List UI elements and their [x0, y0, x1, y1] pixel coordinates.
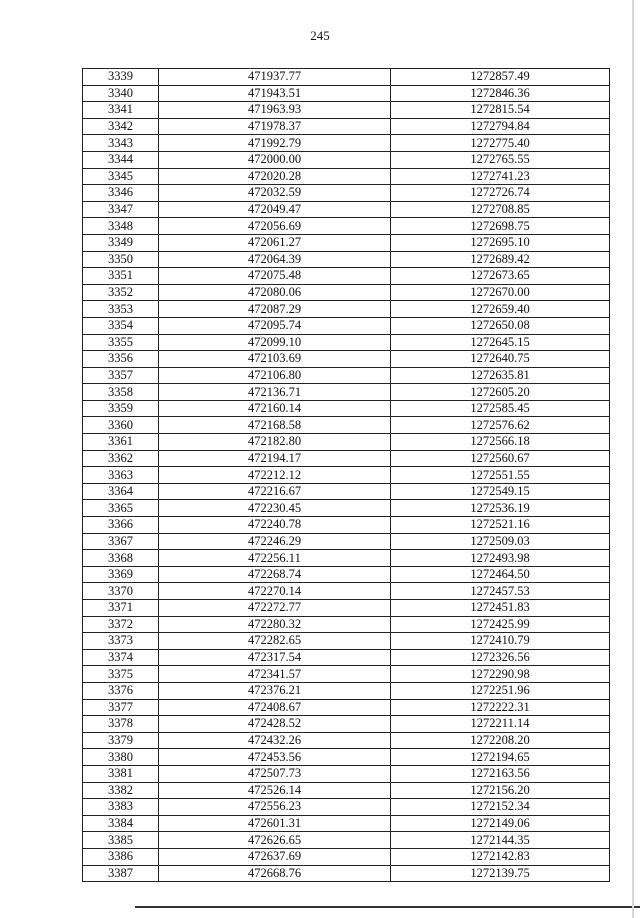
table-row [83, 168, 610, 185]
x-coordinate-cell: 472182.80 [159, 434, 391, 451]
y-coordinate-cell: 1272536.19 [391, 500, 610, 517]
x-coordinate-cell: 472432.26 [159, 732, 391, 749]
point-number-cell: 3377 [83, 699, 159, 716]
table-row [83, 517, 610, 534]
point-number-cell: 3359 [83, 400, 159, 417]
y-coordinate-cell: 1272222.31 [391, 699, 610, 716]
table-row [83, 85, 610, 102]
y-coordinate-cell: 1272464.50 [391, 566, 610, 583]
y-coordinate-cell: 1272576.62 [391, 417, 610, 434]
x-coordinate-cell: 472428.52 [159, 716, 391, 733]
table-row [83, 102, 610, 119]
table-row [83, 633, 610, 650]
y-coordinate-cell: 1272645.15 [391, 334, 610, 351]
point-number-cell: 3375 [83, 666, 159, 683]
x-coordinate-cell: 472194.17 [159, 450, 391, 467]
table-row [83, 682, 610, 699]
point-number-cell: 3349 [83, 234, 159, 251]
y-coordinate-cell: 1272509.03 [391, 533, 610, 550]
point-number-cell: 3345 [83, 168, 159, 185]
x-coordinate-cell: 472020.28 [159, 168, 391, 185]
point-number-cell: 3353 [83, 301, 159, 318]
x-coordinate-cell: 472272.77 [159, 600, 391, 617]
x-coordinate-cell: 472246.29 [159, 533, 391, 550]
y-coordinate-cell: 1272857.49 [391, 69, 610, 86]
table-row [83, 201, 610, 218]
y-coordinate-cell: 1272290.98 [391, 666, 610, 683]
point-number-cell: 3362 [83, 450, 159, 467]
x-coordinate-cell: 472256.11 [159, 550, 391, 567]
y-coordinate-cell: 1272640.75 [391, 351, 610, 368]
coordinates-table-body [83, 69, 610, 882]
x-coordinate-cell: 472376.21 [159, 682, 391, 699]
x-coordinate-cell: 472168.58 [159, 417, 391, 434]
table-row [83, 865, 610, 882]
point-number-cell: 3371 [83, 600, 159, 617]
x-coordinate-cell: 472507.73 [159, 765, 391, 782]
point-number-cell: 3356 [83, 351, 159, 368]
page-number: 245 [310, 28, 330, 43]
point-number-cell: 3354 [83, 317, 159, 334]
point-number-cell: 3347 [83, 201, 159, 218]
table-row [83, 666, 610, 683]
point-number-cell: 3379 [83, 732, 159, 749]
y-coordinate-cell: 1272493.98 [391, 550, 610, 567]
x-coordinate-cell: 472268.74 [159, 566, 391, 583]
point-number-cell: 3361 [83, 434, 159, 451]
point-number-cell: 3363 [83, 467, 159, 484]
x-coordinate-cell: 472160.14 [159, 400, 391, 417]
x-coordinate-cell: 472626.65 [159, 832, 391, 849]
table-row [83, 151, 610, 168]
point-number-cell: 3382 [83, 782, 159, 799]
table-row [83, 317, 610, 334]
table-row [83, 234, 610, 251]
table-row [83, 616, 610, 633]
x-coordinate-cell: 471963.93 [159, 102, 391, 119]
x-coordinate-cell: 471978.37 [159, 118, 391, 135]
point-number-cell: 3370 [83, 583, 159, 600]
x-coordinate-cell: 472280.32 [159, 616, 391, 633]
table-row [83, 782, 610, 799]
coordinates-table [82, 68, 610, 882]
y-coordinate-cell: 1272551.55 [391, 467, 610, 484]
y-coordinate-cell: 1272794.84 [391, 118, 610, 135]
x-coordinate-cell: 472000.00 [159, 151, 391, 168]
x-coordinate-cell: 472282.65 [159, 633, 391, 650]
table-row [83, 367, 610, 384]
y-coordinate-cell: 1272605.20 [391, 384, 610, 401]
x-coordinate-cell: 472049.47 [159, 201, 391, 218]
table-row [83, 848, 610, 865]
point-number-cell: 3372 [83, 616, 159, 633]
x-coordinate-cell: 472106.80 [159, 367, 391, 384]
table-row [83, 218, 610, 235]
table-row [83, 118, 610, 135]
point-number-cell: 3355 [83, 334, 159, 351]
y-coordinate-cell: 1272425.99 [391, 616, 610, 633]
table-row [83, 716, 610, 733]
y-coordinate-cell: 1272156.20 [391, 782, 610, 799]
y-coordinate-cell: 1272815.54 [391, 102, 610, 119]
y-coordinate-cell: 1272670.00 [391, 284, 610, 301]
x-coordinate-cell: 472317.54 [159, 649, 391, 666]
table-row [83, 400, 610, 417]
x-coordinate-cell: 472087.29 [159, 301, 391, 318]
x-coordinate-cell: 472212.12 [159, 467, 391, 484]
x-coordinate-cell: 472056.69 [159, 218, 391, 235]
y-coordinate-cell: 1272560.67 [391, 450, 610, 467]
point-number-cell: 3368 [83, 550, 159, 567]
scan-edge-right [632, 0, 634, 918]
x-coordinate-cell: 472637.69 [159, 848, 391, 865]
table-row [83, 384, 610, 401]
x-coordinate-cell: 472230.45 [159, 500, 391, 517]
table-row [83, 732, 610, 749]
point-number-cell: 3350 [83, 251, 159, 268]
table-row [83, 334, 610, 351]
y-coordinate-cell: 1272726.74 [391, 185, 610, 202]
table-row [83, 434, 610, 451]
point-number-cell: 3385 [83, 832, 159, 849]
y-coordinate-cell: 1272211.14 [391, 716, 610, 733]
y-coordinate-cell: 1272194.65 [391, 749, 610, 766]
point-number-cell: 3381 [83, 765, 159, 782]
table-row [83, 832, 610, 849]
point-number-cell: 3346 [83, 185, 159, 202]
x-coordinate-cell: 472668.76 [159, 865, 391, 882]
x-coordinate-cell: 472216.67 [159, 483, 391, 500]
point-number-cell: 3341 [83, 102, 159, 119]
point-number-cell: 3373 [83, 633, 159, 650]
x-coordinate-cell: 472061.27 [159, 234, 391, 251]
y-coordinate-cell: 1272410.79 [391, 633, 610, 650]
table-row [83, 450, 610, 467]
x-coordinate-cell: 472095.74 [159, 317, 391, 334]
y-coordinate-cell: 1272673.65 [391, 268, 610, 285]
point-number-cell: 3380 [83, 749, 159, 766]
table-row [83, 815, 610, 832]
x-coordinate-cell: 472270.14 [159, 583, 391, 600]
y-coordinate-cell: 1272846.36 [391, 85, 610, 102]
x-coordinate-cell: 472075.48 [159, 268, 391, 285]
x-coordinate-cell: 472453.56 [159, 749, 391, 766]
table-row [83, 185, 610, 202]
y-coordinate-cell: 1272635.81 [391, 367, 610, 384]
x-coordinate-cell: 472408.67 [159, 699, 391, 716]
table-row [83, 69, 610, 86]
point-number-cell: 3374 [83, 649, 159, 666]
table-row [83, 268, 610, 285]
x-coordinate-cell: 472240.78 [159, 517, 391, 534]
point-number-cell: 3364 [83, 483, 159, 500]
y-coordinate-cell: 1272208.20 [391, 732, 610, 749]
table-row [83, 566, 610, 583]
point-number-cell: 3376 [83, 682, 159, 699]
point-number-cell: 3366 [83, 517, 159, 534]
table-row [83, 500, 610, 517]
y-coordinate-cell: 1272142.83 [391, 848, 610, 865]
y-coordinate-cell: 1272708.85 [391, 201, 610, 218]
table-row [83, 135, 610, 152]
table-row [83, 765, 610, 782]
point-number-cell: 3358 [83, 384, 159, 401]
table-row [83, 749, 610, 766]
y-coordinate-cell: 1272566.18 [391, 434, 610, 451]
point-number-cell: 3384 [83, 815, 159, 832]
scan-edge-bottom [135, 906, 640, 908]
y-coordinate-cell: 1272650.08 [391, 317, 610, 334]
table-row [83, 467, 610, 484]
point-number-cell: 3387 [83, 865, 159, 882]
x-coordinate-cell: 471943.51 [159, 85, 391, 102]
y-coordinate-cell: 1272695.10 [391, 234, 610, 251]
x-coordinate-cell: 471992.79 [159, 135, 391, 152]
point-number-cell: 3340 [83, 85, 159, 102]
x-coordinate-cell: 472526.14 [159, 782, 391, 799]
table-row [83, 583, 610, 600]
y-coordinate-cell: 1272152.34 [391, 799, 610, 816]
table-row [83, 533, 610, 550]
y-coordinate-cell: 1272139.75 [391, 865, 610, 882]
table-row [83, 483, 610, 500]
y-coordinate-cell: 1272659.40 [391, 301, 610, 318]
x-coordinate-cell: 472032.59 [159, 185, 391, 202]
y-coordinate-cell: 1272326.56 [391, 649, 610, 666]
y-coordinate-cell: 1272251.96 [391, 682, 610, 699]
y-coordinate-cell: 1272698.75 [391, 218, 610, 235]
point-number-cell: 3367 [83, 533, 159, 550]
x-coordinate-cell: 472341.57 [159, 666, 391, 683]
table-row [83, 417, 610, 434]
point-number-cell: 3369 [83, 566, 159, 583]
x-coordinate-cell: 472136.71 [159, 384, 391, 401]
point-number-cell: 3339 [83, 69, 159, 86]
table-row [83, 799, 610, 816]
point-number-cell: 3378 [83, 716, 159, 733]
y-coordinate-cell: 1272163.56 [391, 765, 610, 782]
x-coordinate-cell: 472099.10 [159, 334, 391, 351]
table-row [83, 351, 610, 368]
y-coordinate-cell: 1272585.45 [391, 400, 610, 417]
point-number-cell: 3342 [83, 118, 159, 135]
y-coordinate-cell: 1272741.23 [391, 168, 610, 185]
y-coordinate-cell: 1272457.53 [391, 583, 610, 600]
y-coordinate-cell: 1272451.83 [391, 600, 610, 617]
x-coordinate-cell: 471937.77 [159, 69, 391, 86]
x-coordinate-cell: 472064.39 [159, 251, 391, 268]
table-row [83, 550, 610, 567]
y-coordinate-cell: 1272149.06 [391, 815, 610, 832]
y-coordinate-cell: 1272765.55 [391, 151, 610, 168]
x-coordinate-cell: 472080.06 [159, 284, 391, 301]
y-coordinate-cell: 1272521.16 [391, 517, 610, 534]
point-number-cell: 3357 [83, 367, 159, 384]
y-coordinate-cell: 1272689.42 [391, 251, 610, 268]
point-number-cell: 3348 [83, 218, 159, 235]
point-number-cell: 3360 [83, 417, 159, 434]
x-coordinate-cell: 472601.31 [159, 815, 391, 832]
table-row [83, 649, 610, 666]
y-coordinate-cell: 1272144.35 [391, 832, 610, 849]
point-number-cell: 3344 [83, 151, 159, 168]
table-row [83, 251, 610, 268]
table-row [83, 301, 610, 318]
point-number-cell: 3351 [83, 268, 159, 285]
table-row [83, 600, 610, 617]
table-row [83, 699, 610, 716]
y-coordinate-cell: 1272775.40 [391, 135, 610, 152]
x-coordinate-cell: 472556.23 [159, 799, 391, 816]
point-number-cell: 3383 [83, 799, 159, 816]
x-coordinate-cell: 472103.69 [159, 351, 391, 368]
point-number-cell: 3386 [83, 848, 159, 865]
point-number-cell: 3343 [83, 135, 159, 152]
point-number-cell: 3365 [83, 500, 159, 517]
point-number-cell: 3352 [83, 284, 159, 301]
table-row [83, 284, 610, 301]
y-coordinate-cell: 1272549.15 [391, 483, 610, 500]
